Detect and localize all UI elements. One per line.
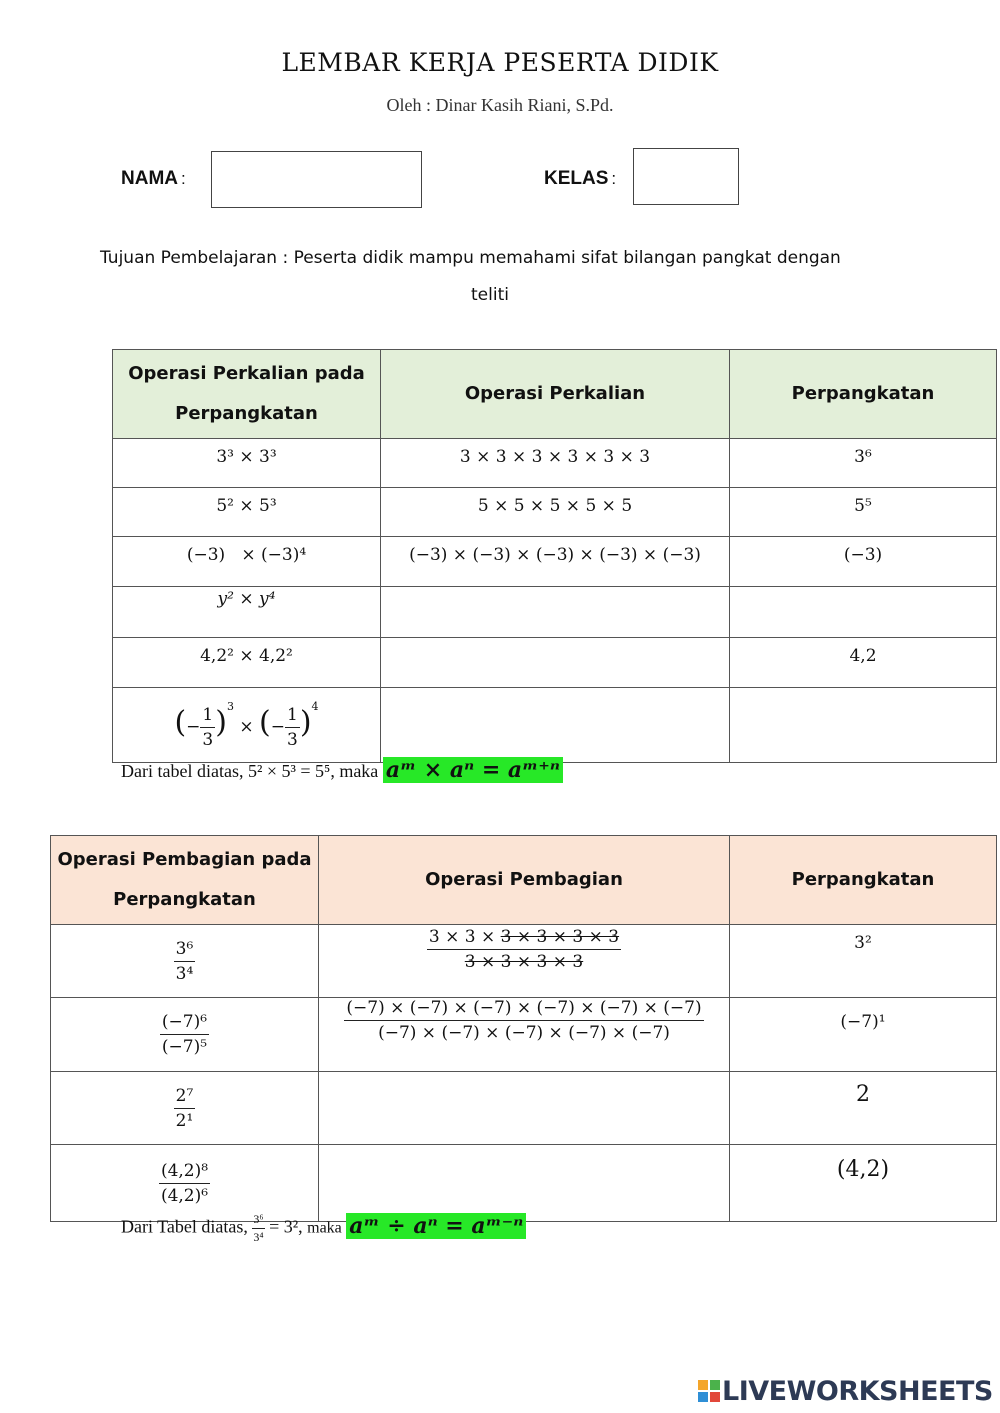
fraction (174, 939, 196, 984)
operation-cell[interactable] (319, 1145, 730, 1222)
power-cell[interactable] (730, 688, 997, 763)
conclusion-equation: = 3², (269, 1216, 303, 1237)
conclusion-text: Dari tabel diatas, 5² × 5³ = 5⁵, maka (121, 761, 379, 781)
fraction-numerator: 3⁶ (252, 1212, 264, 1229)
learning-goal-line2: teliti (471, 285, 509, 305)
table-row (113, 488, 997, 537)
liveworksheets-logo (698, 1376, 993, 1407)
operation-cell[interactable] (319, 998, 730, 1072)
table-header-row (51, 836, 997, 925)
fraction (285, 705, 300, 750)
power-cell[interactable]: 3⁶ (730, 439, 997, 488)
author-line: Oleh : Dinar Kasih Riani, S.Pd. (386, 95, 614, 115)
kelas-label (544, 168, 616, 190)
learning-goal-line1: Tujuan Pembelajaran : Peserta didik mampu memahami sifat bilangan pangkat dengan (100, 248, 841, 268)
fraction-numerator: (−7) × (−7) × (−7) × (−7) × (−7) × (−7) (344, 998, 703, 1021)
power-cell[interactable]: 3² (730, 925, 997, 998)
fraction-denominator: (−7) × (−7) × (−7) × (−7) × (−7) (378, 1023, 670, 1043)
fraction-numerator (427, 927, 621, 950)
table-row (51, 1072, 997, 1145)
table-header-row (113, 350, 997, 439)
expression-cell: 5² × 5³ (113, 488, 381, 537)
multiplication-rule-highlight: aᵐ × aⁿ = aᵐ⁺ⁿ (383, 757, 563, 783)
operation-cell[interactable] (319, 1072, 730, 1145)
column-header: Operasi Perkalian (381, 350, 730, 439)
fraction-numerator: (−7)⁶ (160, 1012, 209, 1035)
fraction (427, 927, 621, 972)
liveworksheets-icon (698, 1380, 720, 1402)
fraction (160, 1012, 209, 1057)
expression-cell: (−3) × (−3)⁴ (113, 537, 381, 587)
fraction-numerator: 2⁷ (174, 1086, 196, 1109)
fraction (344, 998, 703, 1043)
fraction-denominator: 3 (202, 730, 214, 750)
multiplication-table (112, 349, 997, 763)
column-header: Perpangkatan (730, 350, 997, 439)
fraction-numerator: 3⁶ (174, 939, 196, 962)
fraction-numerator: 1 (200, 705, 215, 728)
nama-colon: : (181, 169, 186, 188)
exponent: 3 (226, 700, 234, 713)
worksheet-title: LEMBAR KERJA PESERTA DIDIK (281, 48, 719, 77)
nama-input-box[interactable] (211, 151, 422, 208)
nama-label-text: NAMA (121, 168, 178, 189)
conclusion-prefix: Dari Tabel diatas, (121, 1216, 248, 1237)
fraction-denominator: 3 × 3 × 3 × 3 (464, 952, 584, 972)
kelas-label-text: KELAS (544, 168, 609, 189)
table-row (51, 998, 997, 1072)
expression-cell (51, 925, 319, 998)
paren-left: ( (174, 705, 187, 740)
operation-cell[interactable] (381, 688, 730, 763)
fraction-denominator: (4,2)⁶ (160, 1185, 209, 1206)
table-row (51, 1145, 997, 1222)
paren-left: ( (259, 705, 271, 740)
table-row (113, 688, 997, 763)
operation-cell[interactable] (319, 925, 730, 998)
division-conclusion (121, 1212, 526, 1245)
column-header: Perpangkatan (730, 836, 997, 925)
learning-goal (100, 240, 880, 314)
table-row (113, 439, 997, 488)
multiplication-conclusion (121, 757, 563, 783)
power-cell[interactable]: (−7)¹ (730, 998, 997, 1072)
division-rule-highlight: aᵐ ÷ aⁿ = aᵐ⁻ⁿ (346, 1213, 526, 1239)
fraction-numerator: (4,2)⁸ (159, 1161, 210, 1184)
table-row (113, 587, 997, 638)
fraction-denominator: 3 (287, 730, 298, 750)
paren-right: ) (299, 705, 312, 740)
table-row (51, 925, 997, 998)
operation-cell[interactable]: (−3) × (−3) × (−3) × (−3) × (−3) (381, 537, 730, 587)
expression-cell (51, 998, 319, 1072)
power-cell[interactable] (730, 587, 997, 638)
paren-right: ) (215, 705, 227, 740)
expression-cell (51, 1072, 319, 1145)
expression-cell: 3³ × 3³ (113, 439, 381, 488)
column-header: Operasi Perkalian pada Perpangkatan (113, 350, 381, 439)
expression-cell (51, 1145, 319, 1222)
column-header: Operasi Pembagian pada Perpangkatan (51, 836, 319, 925)
operation-cell[interactable] (381, 587, 730, 638)
kelas-colon: : (611, 169, 617, 188)
numerator-strikethrough: 3 × 3 × 3 × 3 (500, 927, 620, 947)
fraction (252, 1212, 264, 1245)
division-table (50, 835, 997, 1222)
table-row (113, 537, 997, 587)
nama-label (121, 168, 186, 190)
operation-cell[interactable]: 5 × 5 × 5 × 5 × 5 (381, 488, 730, 537)
operation-cell[interactable]: 3 × 3 × 3 × 3 × 3 × 3 (381, 439, 730, 488)
fraction-denominator: 2¹ (175, 1110, 194, 1131)
brand-name: LIVEWORKSHEETS (722, 1376, 993, 1407)
power-cell[interactable]: (−3) (730, 537, 997, 587)
operation-cell[interactable] (381, 638, 730, 688)
power-cell[interactable]: 2 (730, 1072, 997, 1145)
fraction (200, 705, 215, 750)
expression-cell: 4,2² × 4,2² (113, 638, 381, 688)
power-cell[interactable]: 5⁵ (730, 488, 997, 537)
exponent: 4 (311, 700, 319, 713)
column-header: Operasi Pembagian (319, 836, 730, 925)
fraction-denominator: 3⁴ (175, 963, 194, 984)
expression-cell: y² × y⁴ (113, 587, 381, 638)
fraction-denominator: (−7)⁵ (161, 1037, 208, 1057)
conclusion-maka: maka (307, 1219, 342, 1237)
table-row (113, 638, 997, 688)
power-cell[interactable]: (4,2) (730, 1145, 997, 1222)
power-cell[interactable]: 4,2 (730, 638, 997, 688)
kelas-input-box[interactable] (633, 148, 739, 205)
fraction (159, 1161, 210, 1206)
expression-cell: (− $\frac{1}{3}$ )$^3$ × (− $\frac{1}{3}$ )$^4$ (113, 688, 381, 763)
fraction-numerator: 1 (285, 705, 300, 728)
fraction-denominator: 3⁴ (253, 1230, 264, 1244)
fraction (174, 1086, 196, 1131)
numerator-plain: 3 × 3 × (428, 927, 496, 947)
